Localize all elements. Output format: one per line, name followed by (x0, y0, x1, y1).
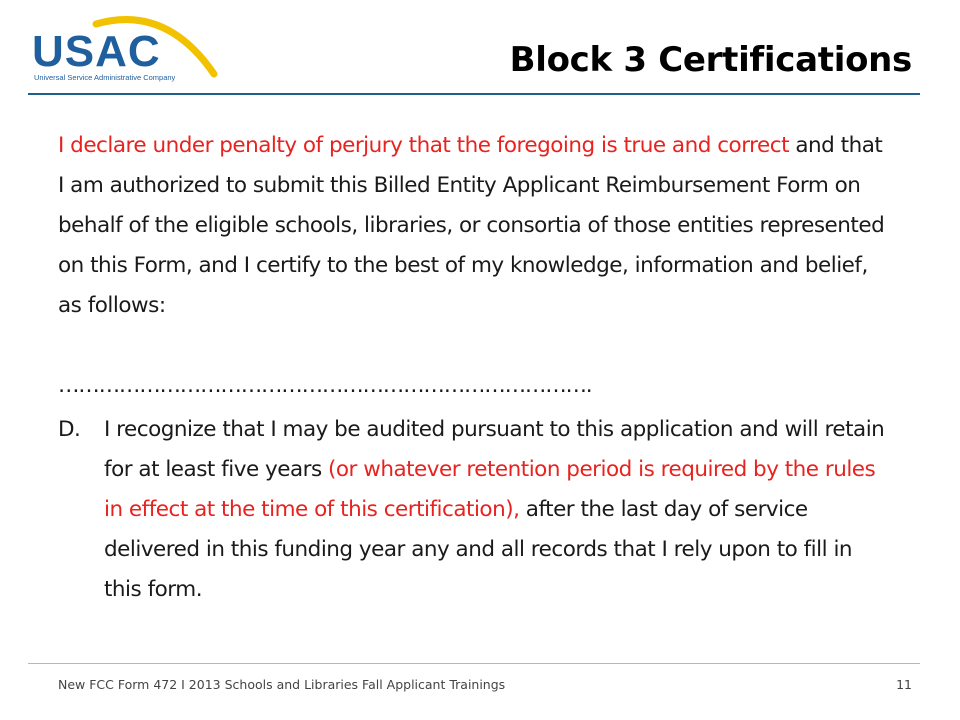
item-text-part1: I recognize that I may be audited pursuant to this application and will retain for at least five years (104, 417, 885, 482)
logo-wordmark: USAC (32, 27, 161, 76)
footer-divider (28, 663, 920, 664)
paragraph-text: and that I am authorized to submit this Billed Entity Applicant Reimbursement Form on behalf of the eligible schools, libraries, or consortia of those entities represented on this Form, and I certify to the best of my knowledge, information and belief, as follows: (58, 133, 885, 318)
usac-logo (26, 10, 226, 90)
omission-ellipsis: ……………………………………………………………………. (58, 373, 592, 398)
title-divider (28, 93, 920, 95)
logo-tagline: Universal Service Administrative Company (34, 73, 176, 82)
item-text-part2: after the last day of service delivered in this funding year any and all records that I rely upon to fill in this form. (104, 497, 853, 602)
usac-logo-graphic (26, 10, 226, 90)
footer-text: New FCC Form 472 I 2013 Schools and Libraries Fall Applicant Trainings (58, 677, 506, 692)
page-number: 11 (896, 677, 912, 692)
item-label: D. (58, 417, 81, 442)
certification-paragraph (58, 126, 888, 326)
item-text (104, 410, 888, 610)
certification-item-d (58, 410, 888, 610)
highlighted-declaration: I declare under penalty of perjury that the foregoing is true and correct (58, 133, 790, 158)
highlighted-retention-clause: (or whatever retention period is required by the rules in effect at the time of this certification), (104, 457, 876, 522)
slide-title: Block 3 Certifications (509, 40, 912, 80)
